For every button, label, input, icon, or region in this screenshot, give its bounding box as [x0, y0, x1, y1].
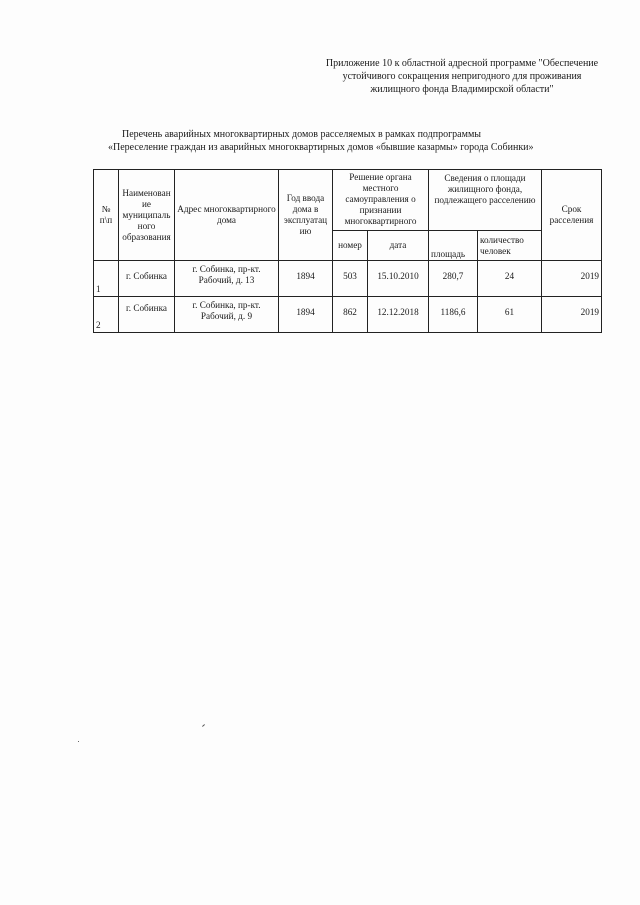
- row-num: 2: [94, 297, 119, 333]
- heading-line-2: «Переселение граждан из аварийных многоквартирных домов «бывшие казармы» города Собинки»: [108, 142, 534, 153]
- row-year: 1894: [279, 261, 333, 297]
- table-row: [94, 261, 602, 297]
- houses-table: [93, 169, 602, 333]
- header-term: Срок расселения: [542, 170, 602, 261]
- row-term: 2019: [542, 261, 602, 297]
- row-municipality: г. Собинка: [119, 297, 175, 333]
- row-municipality: г. Собинка: [119, 261, 175, 297]
- table-row: [94, 297, 602, 333]
- row-decision-number: 503: [333, 261, 368, 297]
- row-people: 24: [478, 261, 542, 297]
- appendix-line-3: жилищного фонда Владимирской области": [370, 84, 554, 95]
- header-year: Год ввода дома в эксплуатац ию: [279, 170, 333, 261]
- header-decision-number: номер: [333, 231, 368, 261]
- row-area: 280,7: [429, 261, 478, 297]
- document-heading: [108, 128, 548, 154]
- header-people: количество человек: [478, 231, 542, 261]
- header-row-1: [94, 170, 602, 231]
- appendix-line-2: устойчивого сокращения непригодного для проживания: [342, 71, 582, 82]
- row-people: 61: [478, 297, 542, 333]
- appendix-line-1: Приложение 10 к областной адресной программе "Обеспечение: [325, 58, 599, 69]
- scan-speck: [202, 724, 205, 727]
- row-decision-date: 15.10.2010: [368, 261, 429, 297]
- header-area: площадь: [429, 231, 478, 261]
- row-num: 1: [94, 261, 119, 297]
- row-year: 1894: [279, 297, 333, 333]
- header-municipality: Наименован ие муниципаль ного образования: [119, 170, 175, 261]
- row-address: г. Собинка, пр-кт. Рабочий, д. 9: [175, 297, 279, 333]
- heading-line-1: Перечень аварийных многоквартирных домов расселяемых в рамках подпрограммы: [122, 129, 481, 140]
- scan-speck: [78, 741, 79, 742]
- header-decision-date: дата: [368, 231, 429, 261]
- row-term: 2019: [542, 297, 602, 333]
- row-decision-number: 862: [333, 297, 368, 333]
- header-area-info: Сведения о площади жилищного фонда, подлежащего расселению: [429, 170, 542, 231]
- appendix-note: [322, 57, 602, 96]
- header-num: № п\п: [94, 170, 119, 261]
- row-decision-date: 12.12.2018: [368, 297, 429, 333]
- row-area: 1186,6: [429, 297, 478, 333]
- header-address: Адрес многоквартирного дома: [175, 170, 279, 261]
- header-decision: Решение органа местного самоуправления о признании многоквартирного: [333, 170, 429, 231]
- row-address: г. Собинка, пр-кт. Рабочий, д. 13: [175, 261, 279, 297]
